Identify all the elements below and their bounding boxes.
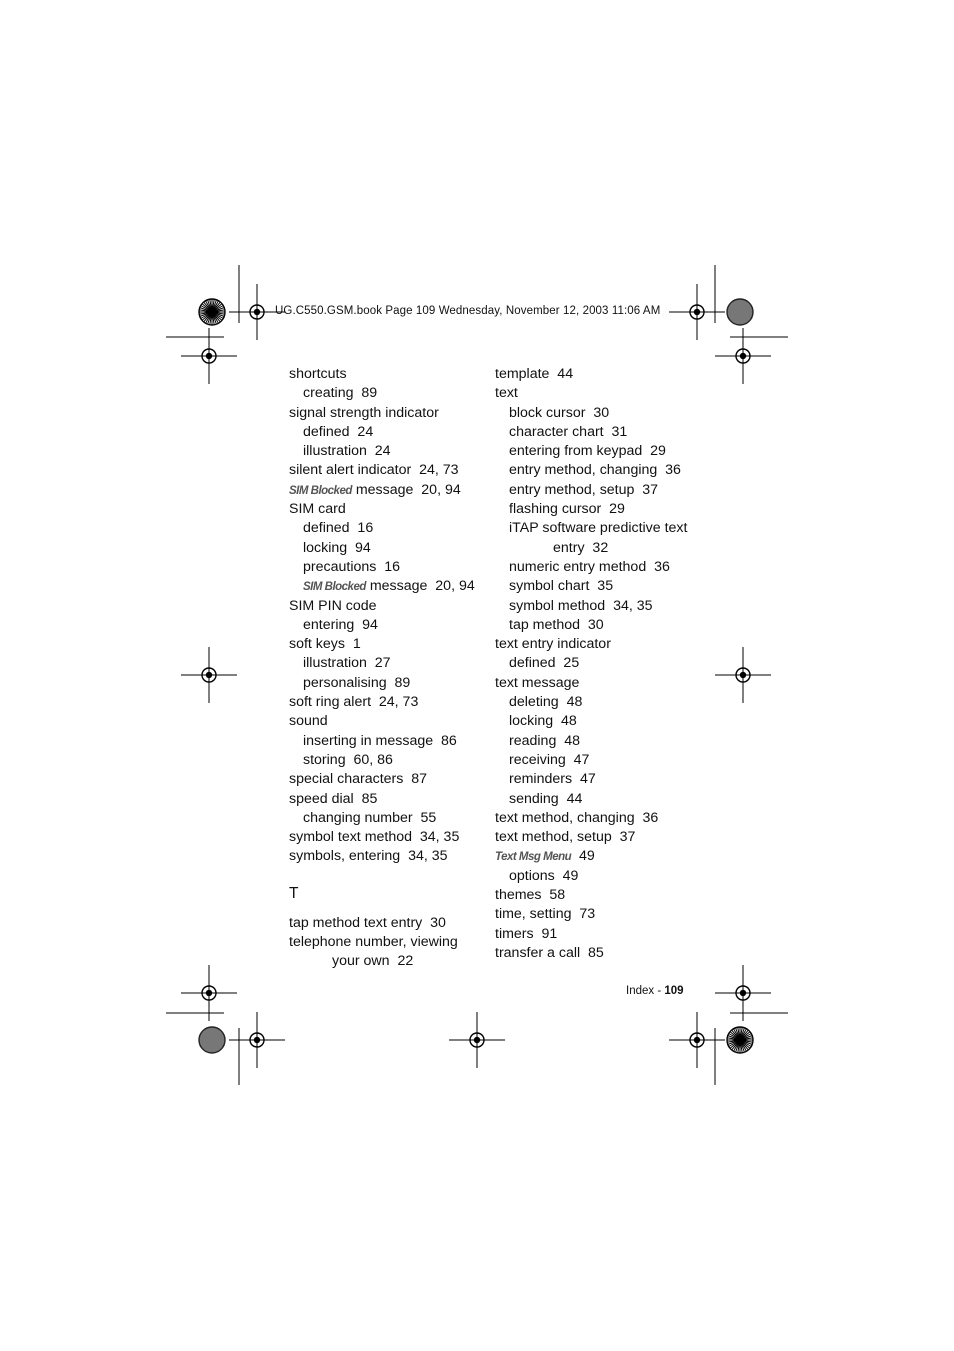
index-entry — [289, 365, 475, 384]
index-entry — [289, 558, 475, 577]
index-entry — [289, 790, 475, 809]
index-entry — [495, 597, 687, 616]
index-entry-text: entry method, changing 36 — [509, 462, 681, 479]
index-entry-text: sound — [289, 713, 328, 730]
index-entry — [495, 577, 687, 596]
index-entry — [289, 616, 475, 635]
index-entry — [495, 828, 687, 847]
index-entry — [495, 770, 687, 789]
index-entry — [289, 914, 475, 933]
index-entry — [495, 616, 687, 635]
registration-mark-center — [740, 353, 746, 359]
index-entry-text: silent alert indicator 24, 73 — [289, 462, 459, 479]
index-entry-text: defined 25 — [509, 655, 580, 672]
index-entry — [495, 635, 687, 654]
index-entry — [289, 693, 475, 712]
index-entry-text: speed dial 85 — [289, 790, 378, 807]
index-entry — [289, 481, 475, 500]
index-list-t-cont — [495, 365, 687, 963]
index-entry-text: deleting 48 — [509, 694, 583, 711]
index-entry — [495, 732, 687, 751]
page-footer — [626, 985, 684, 997]
index-entry — [495, 365, 687, 384]
ui-term: SIM Blocked — [303, 581, 366, 594]
index-entry-text: tap method text entry 30 — [289, 914, 446, 931]
index-entry-text: text — [495, 385, 518, 402]
index-entry — [495, 925, 687, 944]
registration-mark-center — [206, 672, 212, 678]
index-entry — [495, 384, 687, 403]
index-entry — [495, 944, 687, 963]
section-letter: T — [289, 884, 299, 902]
index-entry-text: defined 24 — [303, 423, 374, 440]
index-entry-text: template 44 — [495, 366, 574, 382]
index-entry-text: message 20, 94 — [351, 481, 461, 498]
index-entry — [495, 847, 687, 866]
index-entry — [495, 790, 687, 809]
density-mark — [199, 1027, 225, 1053]
index-entry-text: options 49 — [509, 867, 579, 884]
registration-mark-center — [474, 1037, 480, 1043]
index-list-s — [289, 365, 475, 867]
index-entry-text: message 20, 94 — [365, 578, 475, 595]
index-list-t — [289, 914, 475, 972]
index-entry-text: text entry indicator — [495, 636, 611, 653]
index-column-right — [495, 365, 687, 963]
index-entry-text: time, setting 73 — [495, 906, 596, 923]
index-entry — [495, 442, 687, 461]
index-entry-text: defined 16 — [303, 520, 374, 537]
index-entry — [289, 712, 475, 731]
index-entry — [289, 519, 475, 538]
index-entry-text: sending 44 — [509, 790, 583, 807]
index-entry — [289, 933, 475, 952]
index-entry-text: storing 60, 86 — [303, 751, 393, 768]
index-entry — [289, 654, 475, 673]
index-entry — [289, 597, 475, 616]
index-entry-text: symbols, entering 34, 35 — [289, 848, 448, 865]
index-entry-text: numeric entry method 36 — [509, 558, 670, 575]
index-entry — [289, 384, 475, 403]
index-entry-text: character chart 31 — [509, 423, 628, 440]
index-entry — [495, 539, 687, 558]
index-entry-text: text method, setup 37 — [495, 829, 636, 846]
index-entry — [495, 674, 687, 693]
index-entry — [289, 674, 475, 693]
index-entry-text: signal strength indicator — [289, 404, 439, 421]
index-entry-text: soft ring alert 24, 73 — [289, 694, 419, 711]
index-entry-text: SIM PIN code — [289, 597, 377, 614]
index-entry — [495, 558, 687, 577]
index-entry — [289, 770, 475, 789]
index-entry-text: soft keys 1 — [289, 636, 361, 653]
index-entry-text: special characters 87 — [289, 771, 428, 788]
registration-mark-center — [740, 990, 746, 996]
index-entry — [289, 577, 475, 596]
index-entry — [289, 809, 475, 828]
index-entry — [495, 500, 687, 519]
index-entry — [495, 693, 687, 712]
registration-mark-center — [694, 309, 700, 315]
index-entry-text: illustration 24 — [303, 443, 391, 460]
registration-mark-center — [740, 672, 746, 678]
index-entry-text: entering 94 — [303, 616, 378, 633]
index-entry-text: text message — [495, 674, 580, 691]
index-entry — [495, 751, 687, 770]
registration-mark-center — [206, 990, 212, 996]
index-entry-text: SIM card — [289, 501, 346, 518]
registration-mark-center — [254, 309, 260, 315]
index-entry-text: illustration 27 — [303, 655, 391, 672]
index-entry — [495, 809, 687, 828]
index-entry — [495, 423, 687, 442]
index-entry — [495, 461, 687, 480]
index-entry — [289, 828, 475, 847]
index-entry — [495, 404, 687, 423]
section-gap — [289, 907, 475, 914]
index-entry — [495, 654, 687, 673]
index-entry-text: personalising 89 — [303, 674, 411, 691]
ui-term: Text Msg Menu — [495, 851, 572, 864]
index-entry — [495, 712, 687, 731]
index-entry-text: themes 58 — [495, 887, 566, 904]
index-entry-text: text method, changing 36 — [495, 809, 659, 826]
index-entry-text: timers 91 — [495, 925, 558, 942]
index-entry — [289, 635, 475, 654]
index-entry-text: symbol method 34, 35 — [509, 597, 653, 614]
index-entry — [289, 461, 475, 480]
index-entry-text: entering from keypad 29 — [509, 443, 666, 460]
index-column-left — [289, 365, 475, 972]
index-entry-text: reading 48 — [509, 732, 580, 749]
index-entry — [495, 886, 687, 905]
index-entry — [289, 751, 475, 770]
registration-mark-center — [206, 353, 212, 359]
index-entry-text: symbol chart 35 — [509, 578, 614, 595]
index-entry-text: reminders 47 — [509, 771, 596, 788]
index-entry-text: your own 22 — [332, 953, 414, 970]
index-entry — [289, 404, 475, 423]
index-entry-text: locking 94 — [303, 539, 371, 556]
registration-mark-center — [694, 1037, 700, 1043]
index-entry — [289, 732, 475, 751]
print-header: UG.C550.GSM.book Page 109 Wednesday, November 12, 2003 11:06 AM — [275, 305, 661, 317]
index-entry — [289, 423, 475, 442]
index-entry — [495, 905, 687, 924]
index-entry-text: receiving 47 — [509, 751, 590, 768]
index-entry — [495, 867, 687, 886]
index-entry — [289, 952, 475, 971]
index-entry-text: flashing cursor 29 — [509, 501, 625, 518]
index-entry-text: symbol text method 34, 35 — [289, 829, 460, 846]
index-entry-text: shortcuts — [289, 366, 347, 382]
index-entry-text: transfer a call 85 — [495, 944, 604, 961]
ui-term: SIM Blocked — [289, 484, 352, 497]
index-entry — [289, 500, 475, 519]
footer-label: Index - — [626, 985, 665, 997]
index-entry-text: entry method, setup 37 — [509, 481, 659, 498]
index-entry-text: entry 32 — [553, 539, 609, 556]
index-entry — [495, 519, 687, 538]
index-entry — [495, 481, 687, 500]
index-entry-text: iTAP software predictive text — [509, 520, 688, 537]
index-entry-text: precautions 16 — [303, 558, 401, 575]
index-entry — [289, 847, 475, 866]
index-entry-text: creating 89 — [303, 385, 378, 402]
index-entry-text: block cursor 30 — [509, 404, 610, 421]
density-mark — [727, 299, 753, 325]
index-entry-text: inserting in message 86 — [303, 732, 457, 749]
index-entry — [289, 442, 475, 461]
index-entry-text: tap method 30 — [509, 616, 604, 633]
index-entry-text: 49 — [571, 848, 595, 865]
index-entry-text: telephone number, viewing — [289, 934, 458, 951]
page-number: 109 — [664, 985, 684, 997]
index-entry — [289, 539, 475, 558]
index-entry-text: changing number 55 — [303, 809, 437, 826]
index-entry-text: locking 48 — [509, 713, 577, 730]
registration-mark-center — [254, 1037, 260, 1043]
